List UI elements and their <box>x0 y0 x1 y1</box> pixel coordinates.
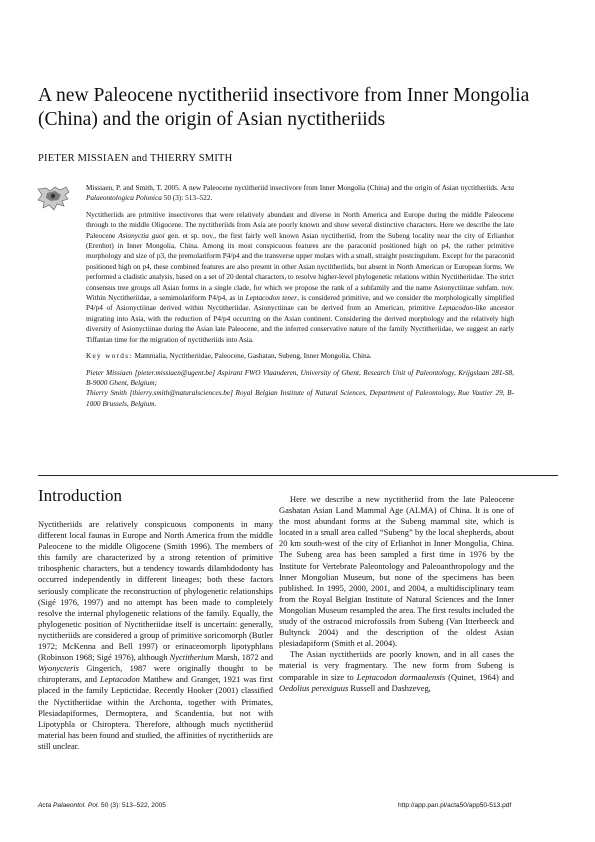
intro-paragraph-2: Here we describe a new nyctitheriid from the late Paleocene Gashatan Asian Land Mammal Age (ALMA) of China. It is one of the most abundant forms at the Subeng mammal site, which is located in a small area called “Subeng” by the local shepherds, about 20 km south-west of the city of Erlianhot in Inner Mongolia, China. The Subeng area has been sampled a first time in 1976 by the Institute for Vertebrate Paleontology and Paleoanthropology and the Inner Mongolian Museum, but none of the specimens has been published. In 1995, 2000, 2001, and 2004, a multidisciplinary team from the Royal Belgian Institute of Natural Sciences and the Inner Mongolian Museum resampled the area. The first results included the study of the ostracod microfossils from Subeng (Van Itterbeeck and Bultynck 2004) and the description of the oldest Asian plesiadapiform (Smith et al. 2004). <box>279 494 514 649</box>
affiliation-missiaen: Pieter Missiaen [pieter.missiaen@ugent.be] Aspirant FWO Vlaanderen, University of Ghent, Research Unit of Paleontology, Krijgslaan 281-S8, B-9000 Ghent, Belgium; <box>86 368 514 387</box>
journal-emblem-icon <box>37 185 70 211</box>
intro-paragraph-1: Nyctitheriids are relatively conspicuous components in many different local faunas in Europe and North America from the middle Paleocene to the middle Oligocene (Smith 1996). The members of this family are characterized by a strong retention of primitive tribosphenic characters, but a tendency towards dilambdodonty has occurred independently in different lineages; both these factors seriously complicate the reconstruction of phylogenetic relationships (Sigé 1976, 1997) and no attempt has been made to completely resolve the internal phylogenetic relations of the family. Equally, the phylogenetic position of Nyctitheriidae itself is uncertain: generally, nyctitheriids are considered a group of primitive soricomorph (Butler 1972; McKenna and Bell 1997) or erinaceomorph lipotyphlans (Robinson 1968; Sigé 1976), although Nyctitherium Marsh, 1872 and Wyonycteris Gingerich, 1987 were originally thought to be chiropterans, and Leptacodon Matthew and Granger, 1921 was first placed in the family Leptictidae. Recently Hooker (2001) classified the Nyctitheriidae within the Archonta, together with Primates, Plesiadapiformes, Dermoptera, and Scandentia, but not with Lipotyphla or Chiroptera. Therefore, although much nyctitheriid material has been found and studied, the affinities of nyctitheriids are still unclear. <box>38 519 273 751</box>
footer-url-link[interactable]: http://app.pan.pl/acta50/app50-513.pdf <box>398 802 512 809</box>
author-line: PIETER MISSIAEN and THIERRY SMITH <box>38 153 233 164</box>
keywords: Key words: Mammalia, Nyctitheriidae, Paleocene, Gashatan, Subeng, Inner Mongolia, China. <box>86 352 372 361</box>
article-title: A new Paleocene nyctitheriid insectivore from Inner Mongolia (China) and the origin of Asian nyctitheriids <box>38 85 530 130</box>
abstract-block <box>86 183 514 409</box>
section-divider <box>38 475 558 476</box>
body-column-right <box>279 494 514 694</box>
citation: Missiaen, P. and Smith, T. 2005. A new Paleocene nyctitheriid insectivore from Inner Mongolia (China) and the origin of Asian nyctitheriids. Acta Palaeontologica Polonica 50 (3): 513–522. <box>86 184 514 203</box>
footer-citation: Acta Palaeontol. Pol. 50 (3): 513–522, 2005 <box>38 802 166 809</box>
affiliation-smith: Thierry Smith [thierry.smith@naturalsciences.be] Royal Belgian Institute of Natural Sciences, Department of Paleontology, Rue Vautier 29, B-1000 Brussels, Belgium. <box>86 389 514 408</box>
introduction-heading: Introduction <box>38 486 123 505</box>
intro-paragraph-3: The Asian nyctitheriids are poorly known, and in all cases the material is very fragmentary. The new form from Subeng is comparable in size to Leptacodon dormaalensis (Quinet, 1964) and Oedolius perexiguus Russell and Dashzeveg, <box>279 649 514 693</box>
abstract-text: Nyctitheriids are primitive insectivores that were relatively abundant and diverse in North America and Europe during the middle Paleocene through to the middle Oligocene. The nyctitheriids from Asia are poorly known and show several distinctive characters. Here we describe the late Paleocene Asionyctia guoi gen. et sp. nov., the first fairly well known Asian nyctitheriid, from the Subeng locality near the city of Erlianhot (Erenhot) in Inner Mongolia, China. Among its most conspicuous features are the paraconid positioned high on p4, the rather primitive morphology and size of p3, the premolariform P4/p4 and the transverse upper molars with a small, straight postcingulum. Except for the paraconid positioned high on p4, these combined features are also present in other Asian nyctitheriids, but absent in North American or European forms. We performed a cladistic analysis, based on a set of 20 dental characters, to resolve higher-level phylogenetic relations within Nyctitheriidae. The strict consensus tree groups all Asian forms in a single clade, for which we propose the rank of a subfamily and the name Asionyctiinae subfam. nov. Within Nyctitheriidae, a semimolariform P4/p4, as in Leptacodon tener, is considered primitive, and we consider the morphologically simplified P4/p4 of Asionyctiinae derived within Nyctitheriidae. Asionyctiinae can be derived from an American, primitive Leptacodon-like ancestor migrating into Asia, with the reduction of P4/p4 occurring on the Asian continent. Considering the derived morphology and the relatively high diversity of Asionyctiinae during the Asian late Paleocene, and the inferred conservative nature of the family Nyctitheriidae, we suggest an early Tiffanian time for the migration of nyctitheriids into Asia. <box>86 210 515 344</box>
body-column-left <box>38 519 273 752</box>
